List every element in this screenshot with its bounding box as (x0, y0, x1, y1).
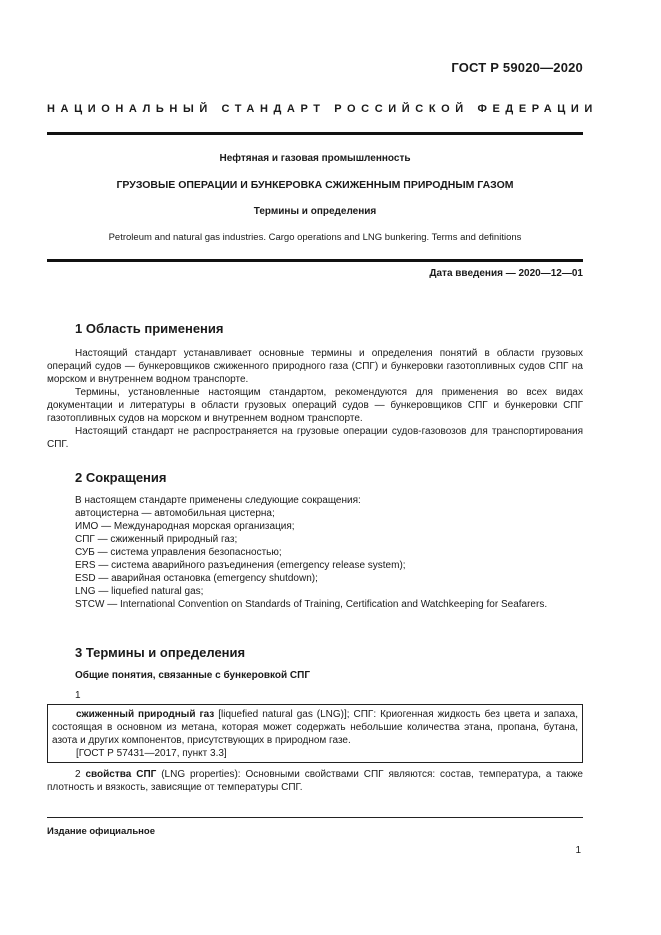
section-3-heading: 3 Термины и определения (75, 645, 246, 660)
term-number: 2 (75, 769, 81, 780)
page-number: 1 (575, 845, 581, 856)
footer-rule (47, 817, 583, 818)
section-1-body (47, 347, 583, 451)
terms-subheading: Общие понятия, связанные с бункеровкой СПГ (75, 670, 311, 681)
document-number: ГОСТ Р 59020—2020 (451, 60, 583, 75)
term-definition (47, 768, 583, 794)
list-item: STCW — International Convention on Standards of Training, Certification and Watchkeeping for Seafarers. (75, 599, 548, 610)
list-item: автоцистерна — автомобильная цистерна; (75, 508, 275, 519)
industry-title: Нефтяная и газовая промышленность (219, 153, 411, 164)
edition-label: Издание официальное (47, 826, 155, 837)
term-name: свойства СПГ (85, 769, 157, 780)
list-item: ESD — аварийная остановка (emergency shutdown); (75, 573, 318, 584)
list-item: СПГ — сжиженный природный газ; (75, 534, 238, 545)
term-definition-text: (LNG properties): Основными свойствами СПГ являются: состав, температура, а также плотность и вязкость, зависящие от температуры СПГ. (47, 769, 583, 793)
paragraph: Термины, установленные настоящим стандартом, рекомендуются для применения во всех видах документации и литературы в области грузовых операций судов — бункеровщиков СПГ и бункеровки СПГ газотопливных судов на морском и внутреннем водном транспорте. (47, 387, 583, 424)
abbreviations-list (47, 494, 583, 611)
national-standard-banner: НАЦИОНАЛЬНЫЙ СТАНДАРТ РОССИЙСКОЙ ФЕДЕРАЦИИ (47, 103, 598, 115)
term-definition-text: [liquefied natural gas (LNG)]; СПГ: Криогенная жидкость без цвета и запаха, состоящая в основном из метана, которая может содержать небольшие количества этана, пропана, бутана, азота и других компонентов, присутствующих в природном газе. (52, 709, 578, 746)
list-item: ИМО — Международная морская организация; (75, 521, 295, 532)
subtitle: Термины и определения (253, 206, 377, 217)
term-2 (47, 768, 583, 794)
header-rule (47, 132, 583, 135)
paragraph: Настоящий стандарт устанавливает основные термины и определения понятий в области грузовых операций судов — бункеровщиков сжиженного природного газа (СПГ) и бункеровки газотопливных судов СПГ на морском и внутреннем водном транспорте. (47, 348, 583, 385)
term-definition (52, 708, 578, 747)
main-title: ГРУЗОВЫЕ ОПЕРАЦИИ И БУНКЕРОВКА СЖИЖЕННЫМ ПРИРОДНЫМ ГАЗОМ (116, 179, 514, 191)
term-number: 1 (75, 690, 81, 701)
list-item: СУБ — система управления безопасностью; (75, 547, 282, 558)
english-title: Petroleum and natural gas industries. Cargo operations and LNG bunkering. Terms and definitions (108, 232, 522, 243)
list-item: ERS — система аварийного разъединения (emergency release system); (75, 560, 406, 571)
paragraph: Настоящий стандарт не распространяется на грузовые операции судов-газовозов для транспортирования СПГ. (47, 426, 583, 450)
term-source: [ГОСТ Р 57431—2017, пункт 3.3] (76, 748, 227, 759)
section-2-heading: 2 Сокращения (75, 470, 167, 485)
title-rule (47, 259, 583, 262)
introduction-date: Дата введения — 2020—12—01 (429, 268, 583, 279)
term-name: сжиженный природный газ (76, 709, 215, 720)
section-1-heading: 1 Область применения (75, 321, 224, 336)
abbreviations-intro: В настоящем стандарте применены следующие сокращения: (75, 495, 361, 506)
list-item: LNG — liquefied natural gas; (75, 586, 204, 597)
term-definition-box (47, 704, 583, 763)
